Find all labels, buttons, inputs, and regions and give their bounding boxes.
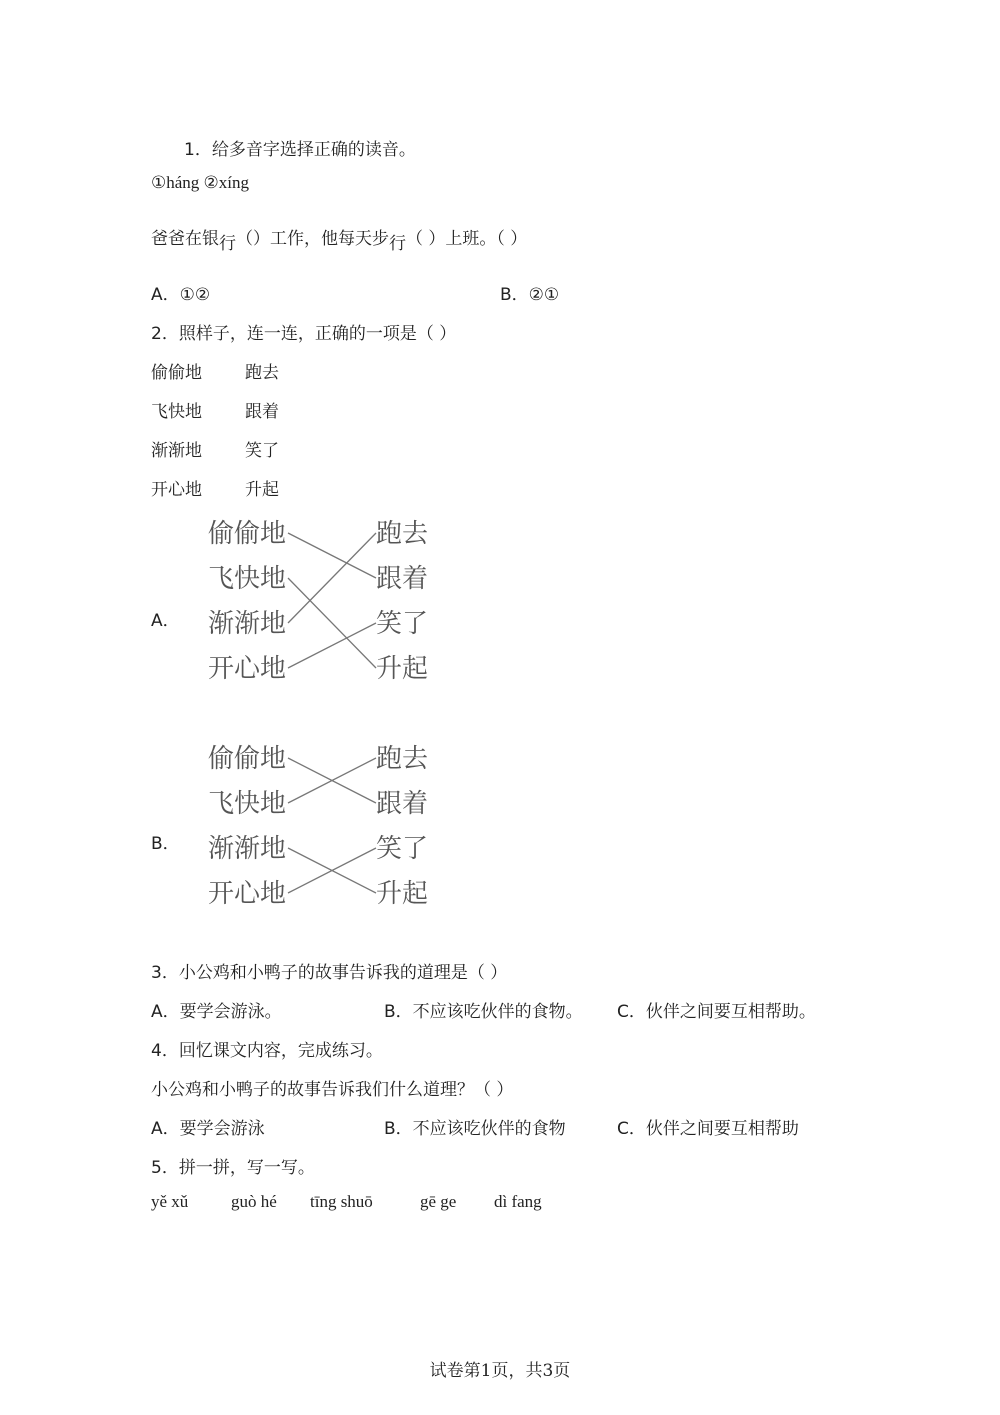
q5-pinyin-item: guò hé bbox=[231, 1192, 277, 1211]
q5-pinyin-item: dì fang bbox=[494, 1192, 542, 1211]
q1-sentence-sub2: 行 bbox=[389, 234, 406, 254]
diagram-a-connector bbox=[288, 578, 376, 668]
q3-option-a[interactable]: A．要学会游泳。 bbox=[151, 1002, 282, 1022]
diagram-a-right-word: 跟着 bbox=[376, 564, 429, 594]
q3-option-c[interactable]: C．伙伴之间要互相帮助。 bbox=[617, 1002, 816, 1022]
diagram-a-connector bbox=[288, 533, 376, 623]
diagram-b-left-word: 渐渐地 bbox=[208, 834, 287, 864]
diagram-b-left-word: 开心地 bbox=[208, 879, 287, 909]
q2-pair-right: 升起 bbox=[245, 480, 279, 500]
diagram-a-connector bbox=[288, 623, 376, 668]
q4-option-c[interactable]: C．伙伴之间要互相帮助 bbox=[617, 1119, 799, 1139]
diagram-b-right-word: 跟着 bbox=[376, 789, 429, 819]
q2-option-b-diagram[interactable] bbox=[200, 735, 440, 915]
page-footer: 试卷第1页，共3页 bbox=[429, 1361, 571, 1381]
diagram-b-right-word: 升起 bbox=[376, 879, 429, 909]
q2-pair-left: 飞快地 bbox=[151, 402, 202, 422]
q4-option-b[interactable]: B．不应该吃伙伴的食物 bbox=[384, 1119, 566, 1139]
q4-title: 4．回忆课文内容，完成练习。 bbox=[151, 1041, 383, 1061]
diagram-b-left-word: 偷偷地 bbox=[208, 744, 287, 774]
q1-readings: ①háng ②xíng bbox=[151, 173, 249, 192]
q5-pinyin-item: gē ge bbox=[420, 1192, 457, 1211]
q5-title: 5．拼一拼，写一写。 bbox=[151, 1158, 315, 1178]
q2-pair-row bbox=[151, 475, 279, 500]
q1-sentence bbox=[151, 224, 528, 254]
diagram-a-left-word: 飞快地 bbox=[208, 564, 287, 594]
diagram-a-connector bbox=[288, 533, 376, 578]
q2-option-a-diagram[interactable] bbox=[200, 510, 440, 690]
q2-pair-left: 渐渐地 bbox=[151, 441, 202, 461]
q2-option-a-label[interactable]: A． bbox=[151, 611, 180, 631]
q1-option-b[interactable]: B．②① bbox=[500, 285, 560, 305]
q2-pair-left: 偷偷地 bbox=[151, 363, 202, 383]
q2-pair-row bbox=[151, 358, 279, 383]
q2-title: 2．照样子，连一连，正确的一项是（ ） bbox=[151, 324, 457, 344]
diagram-a-left-word: 开心地 bbox=[208, 654, 287, 684]
q2-pair-row bbox=[151, 436, 279, 461]
q2-pair-right: 跟着 bbox=[245, 402, 279, 422]
q2-pair-right: 跑去 bbox=[245, 363, 279, 383]
q1-sentence-part3: （ ）上班。（ ） bbox=[406, 229, 528, 249]
q1-title: 1．给多音字选择正确的读音。 bbox=[184, 140, 416, 160]
q1-sentence-sub1: 行 bbox=[219, 234, 236, 254]
q5-pinyin-item: yě xǔ bbox=[151, 1192, 189, 1211]
q2-pair-right: 笑了 bbox=[245, 441, 279, 461]
q2-pair-row bbox=[151, 397, 279, 422]
q3-option-b[interactable]: B．不应该吃伙伴的食物。 bbox=[384, 1002, 583, 1022]
diagram-b-left-word: 飞快地 bbox=[208, 789, 287, 819]
diagram-a-left-word: 偷偷地 bbox=[208, 519, 287, 549]
q5-pinyin-item: tīng shuō bbox=[310, 1192, 373, 1211]
diagram-a-left-word: 渐渐地 bbox=[208, 609, 287, 639]
diagram-a-right-word: 笑了 bbox=[376, 609, 429, 639]
q3-title: 3．小公鸡和小鸭子的故事告诉我的道理是（ ） bbox=[151, 963, 508, 983]
q4-option-a[interactable]: A．要学会游泳 bbox=[151, 1119, 265, 1139]
diagram-a-right-word: 跑去 bbox=[376, 519, 429, 549]
q1-sentence-part2: （）工作，他每天步 bbox=[236, 229, 389, 249]
q1-option-a[interactable]: A．①② bbox=[151, 285, 211, 305]
diagram-a-right-word: 升起 bbox=[376, 654, 429, 684]
q1-sentence-part1: 爸爸在银 bbox=[151, 229, 219, 249]
q4-question: 小公鸡和小鸭子的故事告诉我们什么道理？（ ） bbox=[151, 1080, 514, 1100]
q2-option-b-label[interactable]: B． bbox=[151, 834, 180, 854]
q2-pair-left: 开心地 bbox=[151, 480, 202, 500]
diagram-b-right-word: 笑了 bbox=[376, 834, 429, 864]
diagram-b-right-word: 跑去 bbox=[376, 744, 429, 774]
